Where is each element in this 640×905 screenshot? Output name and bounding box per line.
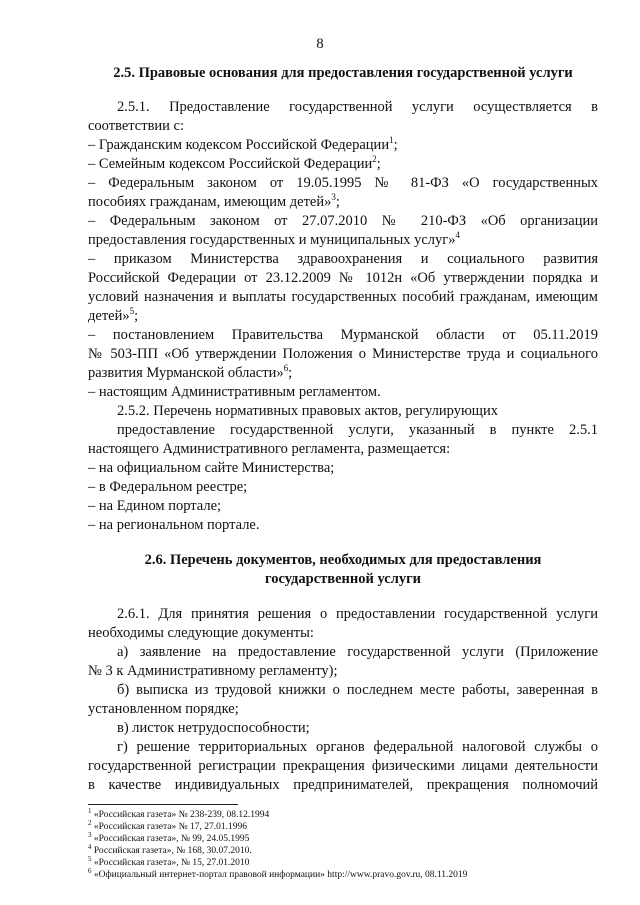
list-item: – настоящим Административным регламентом.: [88, 384, 381, 400]
list-item: – на региональном портале.: [88, 517, 260, 533]
list-item: – Федеральным законом от 27.07.2010 № 210-ФЗ «Об организации: [88, 213, 598, 229]
list-item: – на Едином портале;: [88, 498, 222, 514]
page-number: 8: [316, 36, 324, 52]
list-item: – в Федеральном реестре;: [88, 479, 248, 495]
list-item: – постановлением Правительства Мурманской области от 05.11.2019: [88, 327, 598, 343]
list-item: а) заявление на предоставление государственной услуги (Приложение: [117, 644, 598, 660]
footnote: $^3$ «Российская газета», № 99, 24.05.1995: [88, 830, 250, 844]
text-line: 2.5.2. Перечень нормативных правовых актов, регулирующих: [117, 403, 498, 419]
section-26-heading-line1: 2.6. Перечень документов, необходимых для предоставления: [144, 552, 542, 568]
text-line: предоставление государственной услуги, указанный в пункте 2.5.1: [117, 422, 598, 438]
text-line: № 3 к Административному регламенту);: [88, 663, 338, 679]
text-line: № 503-ПП «Об утверждении Положения о Министерстве труда и социального: [88, 346, 598, 362]
section-26-heading-line2: государственной услуги: [264, 571, 422, 587]
list-item: г) решение территориальных органов федеральной налоговой службы о: [117, 739, 598, 755]
list-item: – Семейным кодексом Российской Федерации$^2$;: [88, 154, 381, 172]
text-line: необходимы следующие документы:: [88, 625, 314, 641]
text-line: условий назначения и выплаты государственных пособий гражданам, имеющим: [88, 289, 598, 305]
section-25-heading: 2.5. Правовые основания для предоставления государственной услуги: [113, 65, 573, 81]
footnote: $^5$ «Российская газета», № 15, 27.01.2010: [88, 854, 250, 868]
text-line: установленном порядке;: [88, 701, 239, 717]
text-line: соответствии с:: [88, 118, 185, 134]
footnote: $^4$ Российская газета», № 168, 30.07.2010.: [88, 842, 252, 856]
text-line: настоящего Административного регламента, размещается:: [88, 441, 451, 457]
text-line: предоставления государственных и муниципальных услуг»$^4$: [88, 230, 460, 248]
footnote: $^2$ «Российская газета» № 17, 27.01.1996: [88, 818, 248, 832]
text-line: государственной регистрации прекращения физическими лицами деятельности: [88, 758, 598, 774]
text-line: детей»$^5$;: [88, 306, 139, 324]
list-item: – на официальном сайте Министерства;: [88, 460, 335, 476]
text-line: развития Мурманской области»$^6$;: [88, 363, 293, 381]
footnote: $^6$ «Официальный интернет-портал правовой информации» http://www.pravo.gov.ru, 08.11.2019: [88, 866, 468, 880]
text-line: 2.5.1. Предоставление государственной услуги осуществляется в: [117, 99, 598, 115]
list-item: – Федеральным законом от 19.05.1995 № 81-ФЗ «О государственных: [88, 175, 598, 191]
footnote: $^1$ «Российская газета» № 238-239, 08.12.1994: [88, 806, 270, 820]
list-item: в) листок нетрудоспособности;: [117, 720, 310, 736]
list-item: б) выписка из трудовой книжки о последнем месте работы, заверенная в: [117, 682, 598, 698]
list-item: – приказом Министерства здравоохранения и социального развития: [88, 251, 598, 267]
text-line: пособиях гражданам, имеющим детей»$^3$;: [88, 192, 340, 210]
text-line: Российской Федерации от 23.12.2009 № 1012н «Об утверждении порядка и: [88, 270, 598, 286]
text-line: 2.6.1. Для принятия решения о предоставлении государственной услуги: [117, 606, 598, 622]
footnote-divider: [88, 804, 238, 805]
text-line: в качестве индивидуальных предпринимателей, прекращения полномочий: [88, 777, 598, 793]
list-item: – Гражданским кодексом Российской Федерации$^1$;: [88, 135, 398, 153]
